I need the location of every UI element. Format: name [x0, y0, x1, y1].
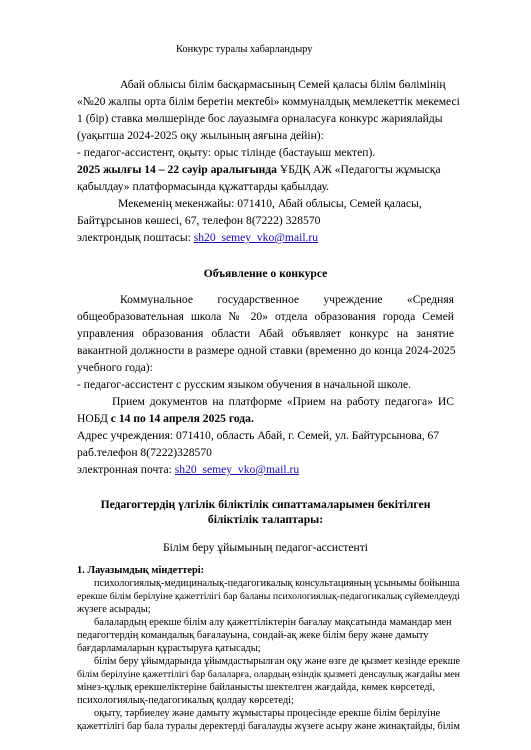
ru-heading: Объявление о конкурсе: [203, 267, 328, 280]
req-duty-line: жүзеге асырады;: [77, 604, 151, 615]
ru-p1-line: общеобразовательная школа № 20» отдела образования города Семей: [77, 310, 454, 323]
ru-p1-line: Коммунальное государственное учреждение «Средняя: [120, 293, 454, 306]
kz-p2-line: қабылдау» платформасында құжаттарды қабылдау.: [77, 180, 329, 193]
ru-address-line: раб.телефон 8(7222)328570: [77, 446, 212, 459]
ru-dates-bold: с 14 по 14 апреля 2025 года.: [110, 412, 254, 425]
ru-p1-line: вакантной должности в размере одной ставки (временно до конца 2024-2025: [77, 344, 456, 357]
kz-dates-bold: 2025 жылғы 14 – 22 сәуір аралығында: [77, 163, 277, 176]
kz-email-link[interactable]: sh20_semey_vko@mail.ru: [193, 231, 319, 244]
req-duty-line: ерекше білім берілуіне қажеттілігі бар баланы психологиялық-педагогикалық сүйемелдеуді: [77, 591, 460, 602]
req-duty-line: бағдарламаларын құрастыруға қатысады;: [77, 643, 261, 654]
req-subtitle: Білім беру ұйымының педагог-ассистенті: [163, 541, 368, 554]
req-duty-line: білім берілуіне қажеттілігі бар балаларға, олардың өзіндік қызметі денсаулық жағдайы мен: [77, 669, 460, 680]
req-duty-line: педагогтердің командалық бағалауына, сондай-ақ жеке білім беру және дамыту: [77, 630, 429, 641]
ru-p1-line: учебного года):: [77, 361, 153, 374]
kz-address-line: Байтұрсынов көшесі, 67, телефон 8(7222) 328570: [77, 214, 321, 227]
kz-p1-line: 1 (бір) ставка мөлшерінде бос лауазымға орналасуға конкурс жариялайды: [77, 112, 443, 125]
kz-p1-line: Абай облысы білім басқармасының Семей қаласы білім бөлімінің: [120, 78, 446, 91]
req-duty-line: білім беру ұйымдарында ұйымдастырылған оқу және өзге де қызмет кезінде ерекше: [94, 656, 461, 667]
kz-heading: Конкурс туралы хабарландыру: [176, 44, 313, 55]
ru-p2-line: Прием документов на платформе «Прием на работу педагога» ИС: [112, 395, 454, 408]
kz-dates-line: [77, 163, 441, 177]
req-section-heading: 1. Лауазымдық міндеттері:: [77, 565, 205, 576]
req-duty-line: психологиялық-медициналық-педагогикалық консультацияның ұсынымы бойынша: [94, 578, 460, 589]
kz-p1-line: «№20 жалпы орта білім беретін мектебі» коммуналдық мемлекеттік мекемесі: [77, 95, 460, 108]
req-title-line: біліктілік талаптары:: [207, 513, 324, 526]
ru-dates-line: [77, 412, 254, 426]
ru-email-line: [77, 463, 299, 477]
ru-email-link[interactable]: sh20_semey_vko@mail.ru: [174, 463, 300, 476]
req-duty-line: мінез-құлық ерекшеліктеріне байланысты шектелген жағдайда, көмек көрсетеді,: [77, 682, 435, 693]
ru-email-label: электронная почта:: [77, 463, 175, 476]
req-duty-line: оқыту, тәрбиелеу және дамыту жұмыстары процесінде ерекше білім берілуіне: [94, 708, 441, 719]
ru-dates-prefix: НОБД: [77, 412, 111, 425]
kz-p1-line: (уақытша 2024-2025 оқу жылының аяғына дейін):: [77, 129, 324, 142]
req-duty-line: психологиялық-педагогикалық қолдау көрсетеді;: [77, 695, 294, 706]
ru-p1-line: - педагог-ассистент с русским языком обучения в начальной школе.: [77, 378, 412, 391]
kz-platform-text: ҰБДҚ АЖ «Педагогты жұмысқа: [276, 163, 441, 176]
req-duty-line: қажеттілігі бар бала туралы деректерді бағалауды жүзеге асыру және жинақтайды, білім: [77, 721, 460, 732]
ru-address-line: Адрес учреждения: 071410, область Абай, г. Семей, ул. Байтурсынова, 67: [77, 429, 440, 442]
kz-p1-line: - педагог-ассистент, оқыту: орыс тілінде (бастауыш мектеп).: [77, 146, 376, 159]
ru-p1-line: управления образования области Абай объявляет конкурс на занятие: [77, 327, 454, 340]
kz-email-label: электрондық поштасы:: [77, 231, 194, 244]
kz-address-line: Мекеменің мекенжайы: 071410, Абай облысы, Семей қаласы,: [118, 197, 422, 210]
kz-email-line: [77, 231, 318, 245]
req-duty-line: балалардың ерекше білім алу қажеттіліктерін бағалау мақсатында мамандар мен: [94, 617, 452, 628]
req-title-line: Педагогтердің үлгілік біліктілік сипаттамаларымен бекітілген: [100, 498, 431, 511]
